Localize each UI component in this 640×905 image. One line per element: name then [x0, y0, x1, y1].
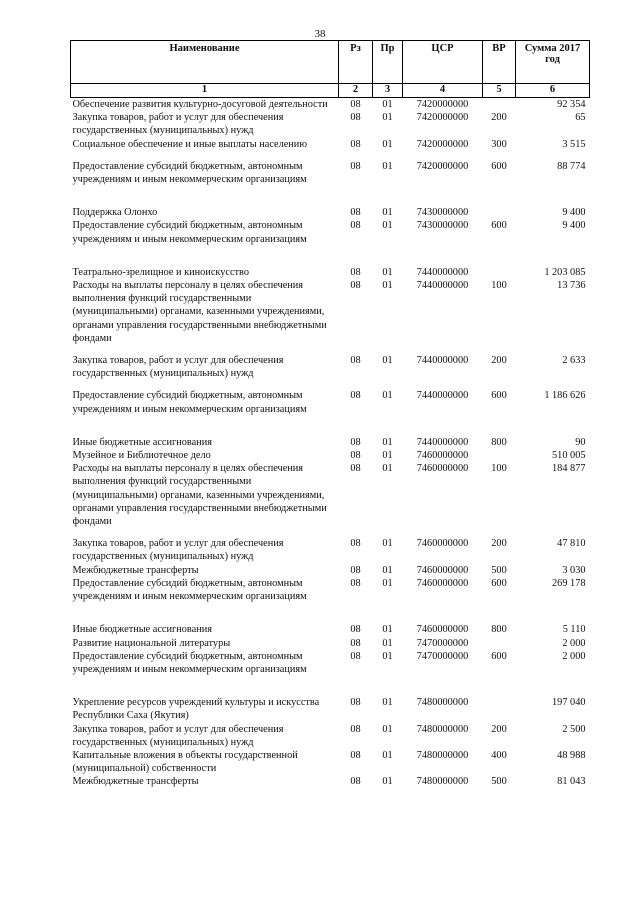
row-rz: 08: [350, 355, 361, 367]
row-pr: 01: [382, 207, 393, 219]
table-header: [71, 41, 590, 98]
row-pr: 01: [382, 564, 393, 576]
column-number: 1: [71, 84, 339, 98]
row-csr: 7430000000: [416, 220, 469, 232]
header-pr: Пр: [373, 41, 403, 84]
row-pr: 01: [382, 220, 393, 232]
row-rz: 08: [350, 220, 361, 232]
header-name: Наименование: [71, 41, 339, 84]
row-pr: 01: [382, 463, 393, 475]
row-rz: 08: [350, 538, 361, 550]
row-vr: 200: [491, 355, 507, 367]
row-csr: 7430000000: [416, 207, 469, 219]
row-name: Обеспечение развития культурно-досуговой деятельности: [72, 99, 328, 110]
row-sum: 47 810: [557, 538, 586, 550]
row-csr: 7420000000: [416, 99, 469, 110]
row-name: Расходы на выплаты персоналу в целях обеспечения выполнения функций государственными (муниципальными) органами, казенными учреждениями, органами управления государственными внебюджетными фондами: [72, 463, 327, 528]
row-csr: 7460000000: [416, 538, 469, 550]
row-rz: 08: [350, 776, 361, 788]
row-spacer: [71, 186, 590, 206]
row-vr: [483, 98, 516, 112]
table-row: [71, 449, 590, 462]
row-sum: 92 354: [557, 99, 586, 110]
row-sum: 3 030: [562, 564, 586, 576]
table-row: [71, 637, 590, 650]
row-rz: 08: [350, 749, 361, 761]
table-row: [71, 354, 590, 380]
row-sum: 2 633: [562, 355, 586, 367]
row-sum: 13 736: [557, 280, 586, 292]
table-row: [71, 436, 590, 449]
row-rz: 08: [350, 280, 361, 292]
spacer-cell: [71, 528, 590, 537]
row-rz: 08: [350, 624, 361, 636]
column-number: 3: [373, 84, 403, 98]
row-name: Театрально-зрелищное и киноискусство: [72, 266, 249, 278]
column-number: 4: [403, 84, 483, 98]
table-row: [71, 723, 590, 749]
row-rz: 08: [350, 138, 361, 150]
spacer-cell: [71, 603, 590, 623]
header-csr: ЦСР: [403, 41, 483, 84]
row-csr: 7480000000: [416, 776, 469, 788]
row-pr: 01: [382, 138, 393, 150]
row-csr: 7460000000: [416, 450, 469, 462]
row-vr: 800: [491, 624, 507, 636]
header-row: [71, 41, 590, 84]
row-csr: 7440000000: [416, 280, 469, 292]
row-rz: 08: [350, 390, 361, 402]
row-csr: 7480000000: [416, 749, 469, 761]
row-vr: 600: [491, 390, 507, 402]
row-csr: 7480000000: [416, 723, 469, 735]
table-row: [71, 206, 590, 219]
row-pr: 01: [382, 355, 393, 367]
row-name: Закупка товаров, работ и услуг для обеспечения государственных (муниципальных) нужд: [72, 538, 284, 563]
row-vr: [483, 266, 516, 279]
row-name: Иные бюджетные ассигнования: [72, 436, 212, 448]
row-rz: 08: [350, 463, 361, 475]
row-vr: [483, 206, 516, 219]
spacer-cell: [71, 380, 590, 389]
row-vr: 500: [491, 564, 507, 576]
table-row: [71, 266, 590, 279]
row-pr: 01: [382, 266, 393, 278]
row-csr: 7440000000: [416, 355, 469, 367]
table-row: [71, 462, 590, 528]
row-pr: 01: [382, 637, 393, 649]
row-pr: 01: [382, 280, 393, 292]
row-rz: 08: [350, 723, 361, 735]
table-row: [71, 577, 590, 603]
row-sum: 65: [575, 112, 586, 124]
row-rz: 08: [350, 207, 361, 219]
row-sum: 510 005: [552, 450, 586, 462]
table-row: [71, 160, 590, 186]
spacer-cell: [71, 186, 590, 206]
spacer-cell: [71, 345, 590, 354]
row-name: Предоставление субсидий бюджетным, автономным учреждениям и иным некоммерческим организациям: [72, 160, 307, 186]
row-vr: 600: [491, 220, 507, 232]
row-sum: 197 040: [552, 697, 586, 709]
row-vr: [483, 696, 516, 722]
row-sum: 5 110: [562, 624, 586, 636]
row-name: Расходы на выплаты персоналу в целях обеспечения выполнения функций государственными (муниципальными) органами, казенными учреждениями, органами управления государственными внебюджетными фондами: [72, 280, 327, 344]
row-rz: 08: [350, 564, 361, 576]
row-sum: 1 186 626: [544, 390, 586, 402]
row-name: Укрепление ресурсов учреждений культуры и искусства Республики Саха (Якутия): [72, 697, 320, 722]
row-pr: 01: [382, 776, 393, 788]
table-row: [71, 564, 590, 577]
table-row: [71, 389, 590, 415]
spacer-cell: [71, 676, 590, 696]
row-csr: 7460000000: [416, 577, 469, 589]
spacer-cell: [71, 416, 590, 436]
row-vr: 800: [491, 436, 507, 448]
row-vr: 200: [491, 112, 507, 124]
row-rz: 08: [350, 450, 361, 462]
row-spacer: [71, 603, 590, 623]
row-vr: 500: [491, 776, 507, 788]
table-row: [71, 775, 590, 788]
row-csr: 7420000000: [416, 112, 469, 124]
table-row: [71, 279, 590, 345]
row-name: Закупка товаров, работ и услуг для обеспечения государственных (муниципальных) нужд: [72, 112, 284, 137]
row-sum: 88 774: [557, 160, 586, 172]
row-spacer: [71, 380, 590, 389]
row-sum: 1 203 085: [544, 266, 586, 278]
row-pr: 01: [382, 450, 393, 462]
row-csr: 7440000000: [416, 266, 469, 278]
row-spacer: [71, 676, 590, 696]
row-pr: 01: [382, 160, 393, 172]
row-rz: 08: [350, 99, 361, 110]
row-pr: 01: [382, 436, 393, 448]
row-name: Иные бюджетные ассигнования: [72, 624, 212, 636]
row-name: Музейное и Библиотечное дело: [72, 450, 211, 462]
page-number: 38: [314, 28, 326, 40]
row-sum: 90: [575, 436, 586, 448]
row-csr: 7460000000: [416, 463, 469, 475]
row-name: Закупка товаров, работ и услуг для обеспечения государственных (муниципальных) нужд: [72, 723, 284, 748]
row-vr: 600: [491, 160, 507, 172]
row-sum: 184 877: [552, 463, 586, 475]
row-sum: 2 000: [562, 650, 586, 662]
row-pr: 01: [382, 723, 393, 735]
table-row: [71, 111, 590, 137]
row-name: Развитие национальной литературы: [72, 637, 231, 649]
row-name: Социальное обеспечение и иные выплаты населению: [72, 138, 308, 150]
table-row: [71, 219, 590, 245]
row-pr: 01: [382, 538, 393, 550]
row-vr: 200: [491, 723, 507, 735]
table-row: [71, 537, 590, 563]
row-name: Предоставление субсидий бюджетным, автономным учреждениям и иным некоммерческим организациям: [72, 650, 307, 675]
column-number: 2: [339, 84, 373, 98]
column-number-row: [71, 84, 590, 98]
table-row: [71, 623, 590, 636]
table-row: [71, 749, 590, 775]
budget-table-container: [70, 40, 589, 789]
row-sum: 9 400: [562, 207, 586, 219]
row-rz: 08: [350, 577, 361, 589]
row-name: Межбюджетные трансферты: [72, 776, 199, 788]
row-vr: 100: [491, 280, 507, 292]
budget-table: [70, 40, 590, 789]
row-spacer: [71, 151, 590, 160]
row-csr: 7440000000: [416, 390, 469, 402]
column-number: 6: [516, 84, 590, 98]
row-sum: 2 000: [562, 637, 586, 649]
row-pr: 01: [382, 577, 393, 589]
header-vr: ВР: [483, 41, 516, 84]
spacer-cell: [71, 151, 590, 160]
row-pr: 01: [382, 749, 393, 761]
row-rz: 08: [350, 650, 361, 662]
row-pr: 01: [382, 697, 393, 709]
header-sum: Сумма 2017 год: [516, 41, 590, 84]
row-csr: 7470000000: [416, 650, 469, 662]
row-spacer: [71, 246, 590, 266]
row-sum: 48 988: [557, 749, 586, 761]
table-row: [71, 650, 590, 676]
row-pr: 01: [382, 650, 393, 662]
row-name: Межбюджетные трансферты: [72, 564, 199, 576]
column-number: 5: [483, 84, 516, 98]
row-rz: 08: [350, 112, 361, 124]
row-rz: 08: [350, 697, 361, 709]
row-vr: [483, 637, 516, 650]
table-body: [71, 98, 590, 789]
row-sum: 81 043: [557, 776, 586, 788]
row-rz: 08: [350, 436, 361, 448]
row-vr: [483, 449, 516, 462]
row-vr: 200: [491, 538, 507, 550]
row-spacer: [71, 528, 590, 537]
row-pr: 01: [382, 99, 393, 110]
row-csr: 7440000000: [416, 436, 469, 448]
row-csr: 7470000000: [416, 637, 469, 649]
row-name: Предоставление субсидий бюджетным, автономным учреждениям и иным некоммерческим организациям: [72, 390, 307, 415]
table-row: [71, 138, 590, 151]
row-rz: 08: [350, 266, 361, 278]
row-csr: 7420000000: [416, 138, 469, 150]
header-rz: Рз: [339, 41, 373, 84]
row-name: Предоставление субсидий бюджетным, автономным учреждениям и иным некоммерческим организациям: [72, 577, 307, 603]
row-spacer: [71, 416, 590, 436]
row-vr: 400: [491, 749, 507, 761]
row-name: Предоставление субсидий бюджетным, автономным учреждениям и иным некоммерческим организациям: [72, 220, 307, 245]
row-pr: 01: [382, 112, 393, 124]
row-vr: 600: [491, 577, 507, 589]
row-sum: 269 178: [552, 577, 586, 589]
row-name: Капитальные вложения в объекты государственной (муниципальной) собственности: [72, 749, 298, 775]
row-pr: 01: [382, 390, 393, 402]
row-rz: 08: [350, 637, 361, 649]
table-row: [71, 696, 590, 722]
row-name: Закупка товаров, работ и услуг для обеспечения государственных (муниципальных) нужд: [72, 355, 284, 380]
row-vr: 300: [491, 138, 507, 150]
row-vr: 600: [491, 650, 507, 662]
row-sum: 2 500: [562, 723, 586, 735]
row-sum: 3 515: [562, 138, 586, 150]
row-vr: 100: [491, 463, 507, 475]
row-csr: 7420000000: [416, 160, 469, 172]
row-rz: 08: [350, 160, 361, 172]
row-sum: 9 400: [562, 220, 586, 232]
row-pr: 01: [382, 624, 393, 636]
row-csr: 7480000000: [416, 697, 469, 709]
spacer-cell: [71, 246, 590, 266]
row-name: Поддержка Олонхо: [72, 207, 158, 219]
row-csr: 7460000000: [416, 564, 469, 576]
table-row: [71, 98, 590, 112]
row-csr: 7460000000: [416, 624, 469, 636]
row-spacer: [71, 345, 590, 354]
